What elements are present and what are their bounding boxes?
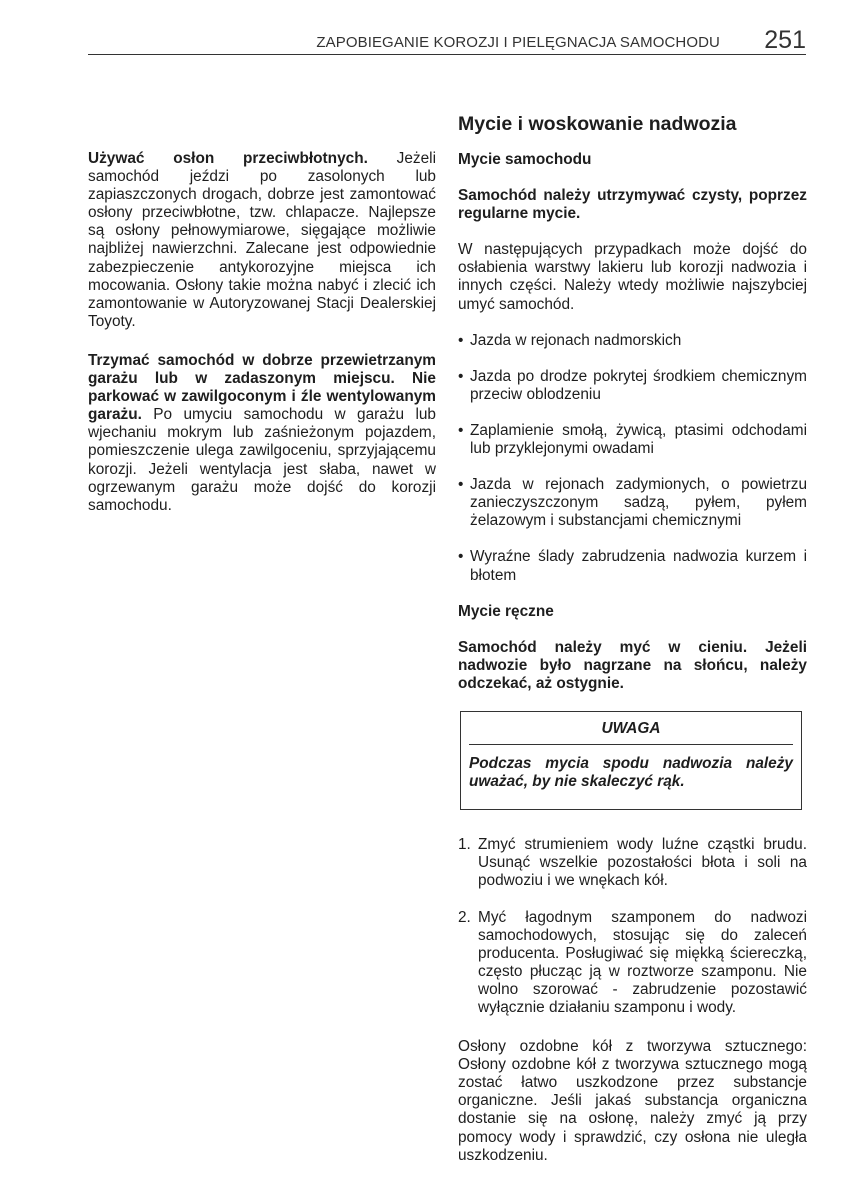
running-header-title: ZAPOBIEGANIE KOROZJI I PIELĘGNACJA SAMOCHODU	[316, 34, 720, 51]
subheading-car-wash: Mycie samochodu	[458, 151, 592, 168]
closing-paragraph: Osłony ozdobne kół z tworzywa sztucznego: Osłony ozdobne kół z tworzywa sztucznego mogą zostać łatwo uszkodzone przez substancje organiczne. Jeśli jakaś substancja organiczna dostanie się na osłonę, należy zmyć ją przy pomocy wody i sprawdzić, czy osłona nie uległa uszkodzeniu.	[458, 1038, 807, 1164]
list-item	[458, 422, 807, 458]
left-column	[88, 150, 436, 515]
step-number: 2.	[458, 908, 471, 926]
intro-paragraph: W następujących przypadkach może dojść do osłabienia warstwy lakieru lub korozji nadwozia i innych części. Należy wtedy możliwie najszybciej umyć samochód.	[458, 241, 807, 313]
step-number: 1.	[458, 836, 471, 854]
warning-text: Podczas mycia spodu nadwozia należy uważać, by nie skaleczyć rąk.	[469, 755, 793, 791]
list-item-text: Wyraźne ślady zabrudzenia nadwozia kurzem i błotem	[470, 548, 807, 584]
paragraph-lead: Trzymać samochód w dobrze przewietrzanym garażu lub w zadaszonym miejscu. Nie parkować w zawilgoconym i źle wentylowanym garażu.	[88, 351, 436, 424]
paragraph-body: Po umyciu samochodu w garażu lub wjechaniu mokrym lub zaśnieżonym pojazdem, pomieszczenie ulega zawilgoceniu, sprzyjającemu korozji. Jeżeli wentylacja jest słaba, nawet w ogrzewanym garażu może dojść do korozji samochodu.	[88, 406, 436, 514]
bullet-icon: •	[458, 331, 464, 349]
bullet-icon: •	[458, 548, 464, 566]
step-text: Myć łagodnym szamponem do nadwozi samochodowych, stosując się do zaleceń producenta. Posługiwać się miękką ściereczką, często płucząc ją w roztworze szamponu. Nie wolno szorować - zabrudzenie pozostawić wyłącznie działaniu szamponu i wody.	[478, 908, 807, 1016]
conditions-list	[458, 332, 807, 585]
page-header	[88, 26, 806, 55]
right-column	[458, 112, 807, 1165]
paragraph-mudguards	[88, 150, 436, 331]
list-item	[458, 332, 807, 350]
warning-title: UWAGA	[469, 720, 793, 745]
bullet-icon: •	[458, 367, 464, 385]
list-item	[458, 476, 807, 530]
lead-paragraph-shade: Samochód należy myć w cieniu. Jeżeli nadwozie było nagrzane na słońcu, należy odczekać, aż ostygnie.	[458, 638, 807, 692]
wash-steps-list	[458, 836, 807, 1017]
step-item	[458, 836, 807, 890]
list-item-text: Jazda w rejonach zadymionych, o powietrzu zanieczyszczonym sadzą, pyłem, pyłem żelazowym i substancjami chemicznymi	[470, 476, 807, 530]
list-item	[458, 548, 807, 584]
list-item	[458, 368, 807, 404]
lead-paragraph-clean: Samochód należy utrzymywać czysty, poprzez regularne mycie.	[458, 187, 807, 223]
list-item-text: Zaplamienie smołą, żywicą, ptasimi odchodami lub przyklejonymi owadami	[470, 421, 807, 458]
list-item-text: Jazda w rejonach nadmorskich	[470, 331, 682, 349]
subheading-hand-wash: Mycie ręczne	[458, 602, 554, 620]
bullet-icon: •	[458, 476, 464, 494]
step-text: Zmyć strumieniem wody luźne cząstki brudu. Usunąć wszelkie pozostałości błota i soli na podwoziu i we wnękach kół.	[478, 836, 807, 890]
paragraph-body: Jeżeli samochód jeździ po zasolonych lub zapiaszczonych drogach, dobrze jest zamontować osłony przeciwbłotne, tzw. chlapacze. Najlepsze są osłony pełnowymiarowe, sięgające możliwie najbliżej nawierzchni. Zalecane jest odpowiednie zabezpieczenie antykorozyjne miejsca ich mocowania. Osłony takie można nabyć i zlecić ich zamontowanie w Autoryzowanej Stacji Dealerskiej Toyoty.	[88, 150, 437, 330]
section-title: Mycie i woskowanie nadwozia	[458, 113, 737, 135]
list-item-text: Jazda po drodze pokrytej środkiem chemicznym przeciw oblodzeniu	[470, 367, 807, 403]
warning-box	[460, 711, 802, 810]
paragraph-lead: Używać osłon przeciwbłotnych.	[88, 150, 368, 167]
bullet-icon: •	[458, 421, 464, 439]
page-number: 251	[764, 26, 806, 54]
step-item	[458, 909, 807, 1018]
paragraph-garage	[88, 352, 436, 515]
